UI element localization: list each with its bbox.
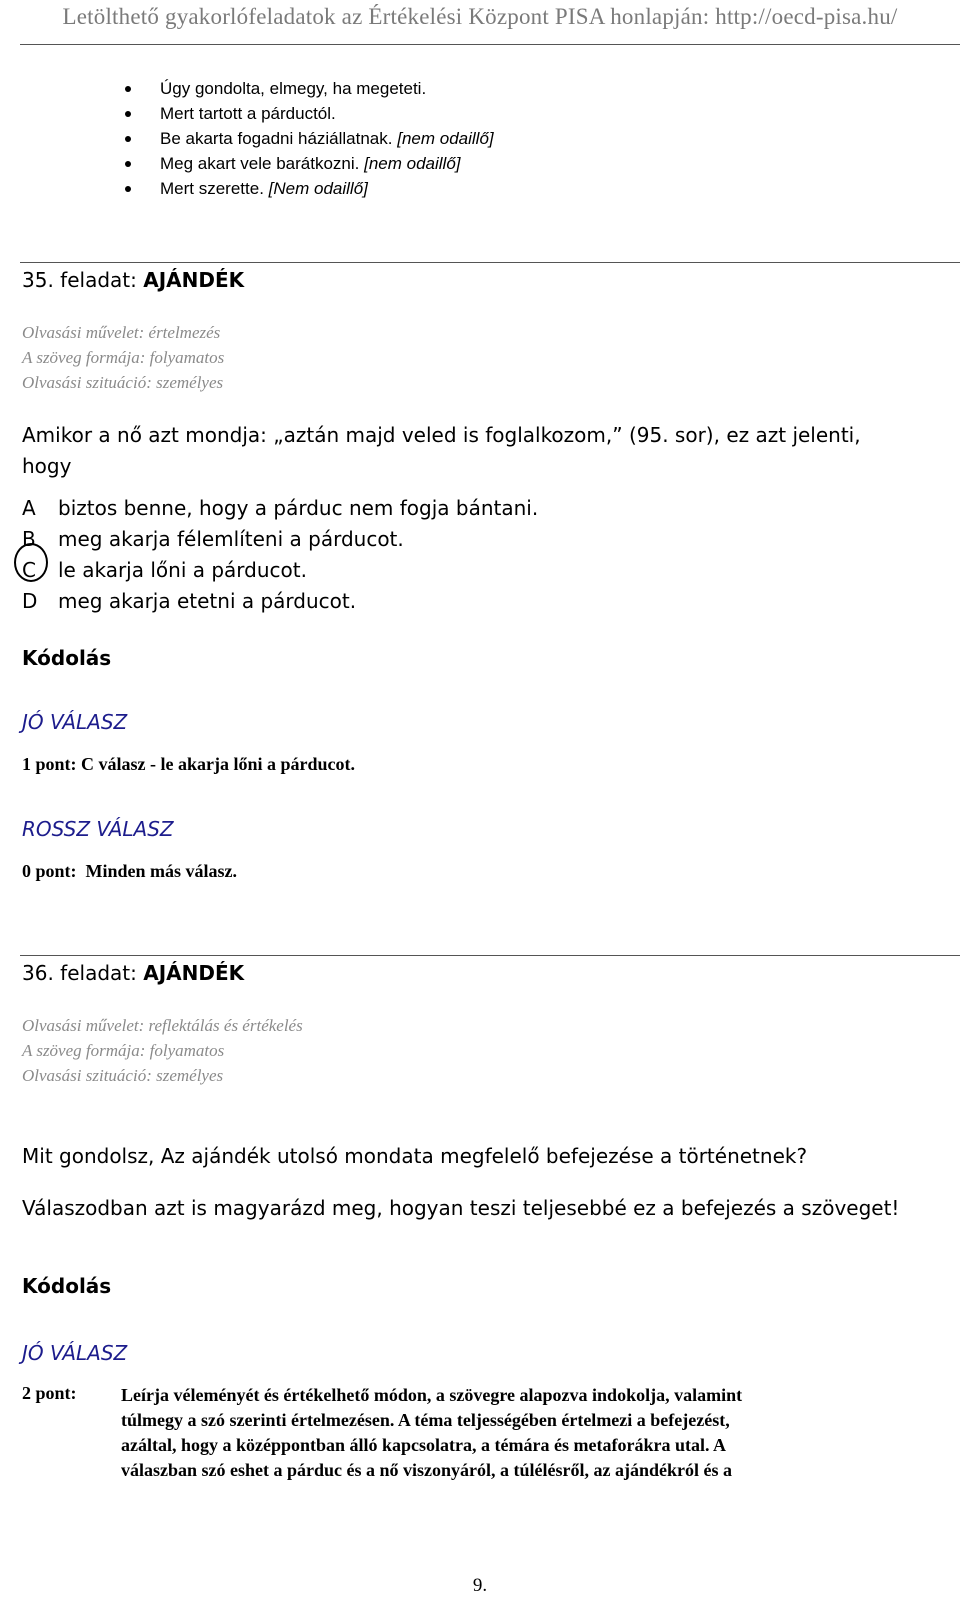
note: [nem odaillő] [397, 129, 494, 148]
list-item: Mert tartott a párductól. [120, 101, 494, 126]
bullet-icon [125, 111, 131, 117]
option-text: meg akarja etetni a párducot. [58, 589, 357, 613]
task-36-divider [20, 955, 960, 956]
option-letter: C [22, 558, 36, 582]
task-36-question-2: Válaszodban azt is magyarázd meg, hogyan teszi teljesebbé ez a befejezés a szöveget! [22, 1196, 900, 1220]
list-item: Mert szerette. [Nem odaillő] [120, 176, 494, 201]
bullet-icon [125, 161, 131, 167]
bullet-icon [125, 186, 131, 192]
option-letter: B [22, 527, 36, 551]
page-header: Letölthető gyakorlófeladatok az Értékelési Központ PISA honlapján: http://oecd-pisa.hu/ [62, 4, 898, 29]
task-36-meta: Olvasási művelet: reflektálás és értékelés A szöveg formája: folyamatos Olvasási szituáció: személyes [22, 1016, 303, 1085]
list-item: Meg akart vele barátkozni. [nem odaillő] [120, 151, 494, 176]
good-answer-heading: JÓ VÁLASZ [22, 1341, 128, 1365]
header-divider [20, 44, 960, 45]
coding-heading: Kódolás [22, 646, 112, 670]
bad-answer-score: 0 pont: Minden más válasz. [22, 861, 238, 881]
bad-answer-heading: ROSSZ VÁLASZ [22, 817, 174, 841]
list-item: Be akarta fogadni háziállatnak. [nem odaillő] [120, 126, 494, 151]
good-answer-score: 1 pont: C válasz - le akarja lőni a párducot. [22, 754, 355, 774]
score-label: 2 pont: [22, 1383, 77, 1403]
task-35-question: Amikor a nő azt mondja: „aztán majd veled is foglalkozom,” (95. sor), ez azt jelenti, hogy [22, 423, 861, 478]
bullet-icon [125, 136, 131, 142]
task-35-meta: Olvasási művelet: értelmezés A szöveg formája: folyamatos Olvasási szituáció: személyes [22, 323, 225, 392]
good-answer-heading: JÓ VÁLASZ [22, 710, 128, 734]
note: [nem odaillő] [364, 154, 461, 173]
list-item: Úgy gondolta, elmegy, ha megeteti. [120, 76, 494, 101]
task-36-question-1: Mit gondolsz, Az ajándék utolsó mondata megfelelő befejezése a történetnek? [22, 1144, 808, 1168]
task-35-title: 35. feladat: AJÁNDÉK [22, 268, 245, 292]
option-letter: D [22, 589, 38, 613]
task-36-title: 36. feladat: AJÁNDÉK [22, 961, 245, 985]
bullet-icon [125, 86, 131, 92]
score-description: Leírja véleményét és értékelhető módon, a szövegre alapozva indokolja, valamint túlmegy a szó szerinti értelmezésen. A téma teljességében értelmezi a befejezést, azáltal, hogy a középpontban álló kapcsolatra, a témára és metaforákra utal. A válaszban szó eshet a párduc és a nő viszonyáról, a túlélésről, az ajándékról és a [121, 1385, 743, 1480]
page-number: 9. [472, 1575, 488, 1596]
option-letter: A [22, 496, 36, 520]
option-text: le akarja lőni a párducot. [58, 558, 307, 582]
correct-answer-circle-icon [14, 543, 48, 582]
option-text: meg akarja félemlíteni a párducot. [58, 527, 404, 551]
coding-heading: Kódolás [22, 1274, 112, 1298]
answer-examples-list [120, 76, 494, 201]
note: [Nem odaillő] [268, 179, 368, 198]
option-text: biztos benne, hogy a párduc nem fogja bántani. [58, 496, 539, 520]
task-35-divider [20, 262, 960, 263]
